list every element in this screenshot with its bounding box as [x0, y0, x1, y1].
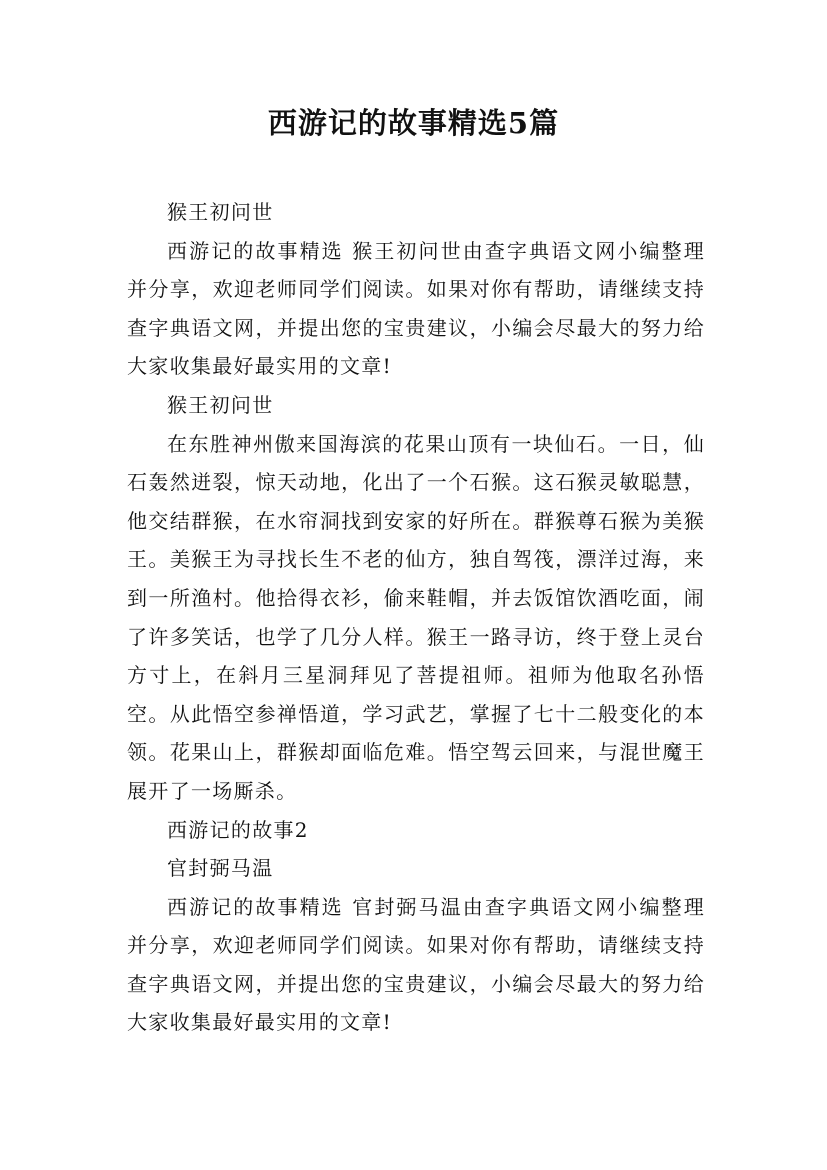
section-heading: 猴王初问世	[167, 392, 274, 417]
section-heading: 官封弼马温	[167, 856, 274, 881]
section-heading: 猴王初问世	[167, 200, 274, 224]
section-heading: 西游记的故事2	[167, 817, 309, 842]
document-title: 西游记的故事精选5篇	[267, 106, 560, 140]
intro-paragraph: 西游记的故事精选 猴王初问世由查字典语文网小编整理并分享，欢迎老师同学们阅读。如果对你有帮助，请继续支持查字典语文网，并提出您的宝贵建议，小编会尽最大的努力给大家收集最好最实用的文章!	[127, 238, 705, 379]
story-paragraph: 在东胜神州傲来国海滨的花果山顶有一块仙石。一日，仙石轰然迸裂，惊天动地，化出了一个石猴。这石猴灵敏聪慧，他交结群猴，在水帘洞找到安家的好所在。群猴尊石猴为美猴王。美猴王为寻找长生不老的仙方，独自驾筏，漂洋过海，来到一所渔村。他拾得衣衫，偷来鞋帽，并去饭馆饮酒吃面，闹了许多笑话，也学了几分人样。猴王一路寻访，终于登上灵台方寸上，在斜月三星洞拜见了菩提祖师。祖师为他取名孙悟空。从此悟空参禅悟道，学习武艺，掌握了七十二般变化的本领。花果山上，群猴却面临危难。悟空驾云回来，与混世魔王展开了一场厮杀。	[127, 431, 705, 803]
intro-paragraph: 西游记的故事精选 官封弼马温由查字典语文网小编整理并分享，欢迎老师同学们阅读。如果对你有帮助，请继续支持查字典语文网，并提出您的宝贵建议，小编会尽最大的努力给大家收集最好最实用的文章!	[127, 894, 705, 1035]
document-body	[127, 193, 705, 1042]
